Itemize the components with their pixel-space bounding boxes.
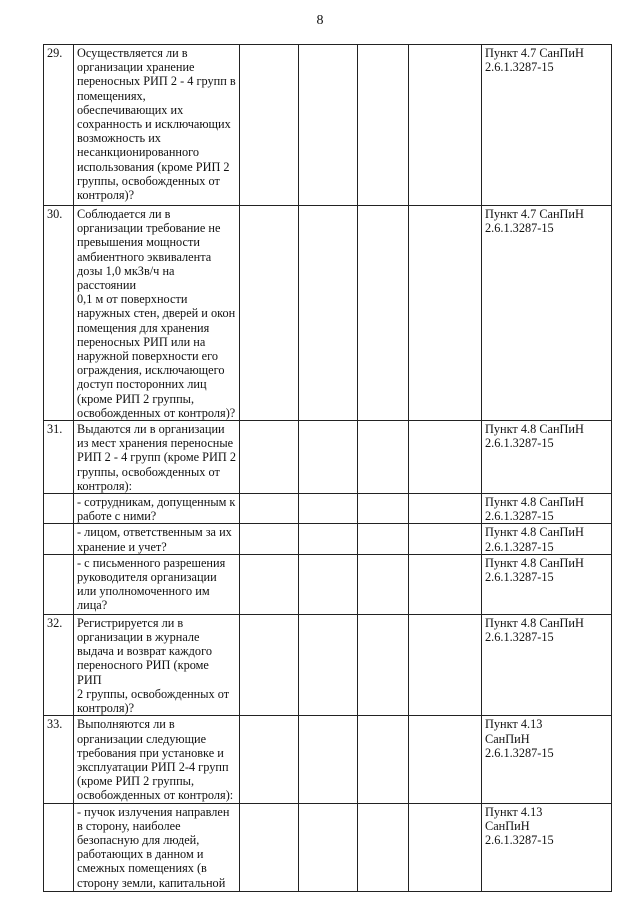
answer-cell[interactable] [409,716,482,803]
answer-cell[interactable] [409,524,482,554]
item-number: 29. [44,45,74,206]
checklist-table [43,44,612,892]
answer-cell[interactable] [240,716,299,803]
table-row [44,803,612,891]
answer-cell[interactable] [409,554,482,614]
answer-cell[interactable] [240,494,299,524]
item-number [44,494,74,524]
answer-cell[interactable] [240,45,299,206]
legal-reference: Пункт 4.8 СанПиН 2.6.1.3287-15 [482,494,612,524]
answer-cell[interactable] [409,45,482,206]
answer-cell[interactable] [358,614,409,715]
item-number: 32. [44,614,74,715]
answer-cell[interactable] [358,803,409,891]
page-number: 8 [316,13,324,28]
answer-cell[interactable] [299,421,358,494]
answer-cell[interactable] [240,803,299,891]
answer-cell[interactable] [299,524,358,554]
legal-reference: Пункт 4.13 СанПиН 2.6.1.3287-15 [482,803,612,891]
answer-cell[interactable] [299,45,358,206]
item-number: 33. [44,716,74,803]
item-number [44,554,74,614]
answer-cell[interactable] [240,421,299,494]
table-row [44,554,612,614]
answer-cell[interactable] [409,206,482,421]
item-number: 30. [44,206,74,421]
answer-cell[interactable] [240,524,299,554]
answer-cell[interactable] [299,554,358,614]
table-row [44,716,612,803]
table-row [44,494,612,524]
table-row [44,524,612,554]
item-number: 31. [44,421,74,494]
answer-cell[interactable] [409,421,482,494]
answer-cell[interactable] [358,421,409,494]
requirement-question: - сотрудникам, допущенным к работе с ними? [74,494,240,524]
item-number [44,803,74,891]
answer-cell[interactable] [409,494,482,524]
answer-cell[interactable] [409,614,482,715]
item-number [44,524,74,554]
legal-reference: Пункт 4.13 СанПиН 2.6.1.3287-15 [482,716,612,803]
legal-reference: Пункт 4.8 СанПиН 2.6.1.3287-15 [482,421,612,494]
requirement-question: Осуществляется ли в организации хранение переносных РИП 2 - 4 групп в помещениях, обеспечивающих их сохранность и исключающих возможность их несанкционированного использования (кроме РИП 2 группы, освобожденных от контроля)? [74,45,240,206]
legal-reference: Пункт 4.8 СанПиН 2.6.1.3287-15 [482,554,612,614]
requirement-question: - с письменного разрешения руководителя организации или уполномоченного им лица? [74,554,240,614]
answer-cell[interactable] [358,494,409,524]
table-row [44,206,612,421]
answer-cell[interactable] [240,554,299,614]
legal-reference: Пункт 4.7 СанПиН 2.6.1.3287-15 [482,206,612,421]
table-row [44,45,612,206]
answer-cell[interactable] [358,206,409,421]
answer-cell[interactable] [240,614,299,715]
answer-cell[interactable] [299,716,358,803]
answer-cell[interactable] [409,803,482,891]
answer-cell[interactable] [299,803,358,891]
table-row [44,421,612,494]
answer-cell[interactable] [358,554,409,614]
answer-cell[interactable] [240,206,299,421]
requirement-question: Выполняются ли в организации следующие требования при установке и эксплуатации РИП 2-4 групп (кроме РИП 2 группы, освобожденных от контроля): [74,716,240,803]
answer-cell[interactable] [299,614,358,715]
answer-cell[interactable] [299,494,358,524]
requirement-question: Выдаются ли в организации из мест хранения переносные РИП 2 - 4 групп (кроме РИП 2 группы, освобожденных от контроля): [74,421,240,494]
answer-cell[interactable] [358,45,409,206]
legal-reference: Пункт 4.8 СанПиН 2.6.1.3287-15 [482,614,612,715]
legal-reference: Пункт 4.7 СанПиН 2.6.1.3287-15 [482,45,612,206]
answer-cell[interactable] [358,716,409,803]
requirement-question: Регистрируется ли в организации в журнале выдача и возврат каждого переносного РИП (кроме РИП 2 группы, освобожденных от контроля)? [74,614,240,715]
requirement-question: - пучок излучения направлен в сторону, наиболее безопасную для людей, работающих в данном и смежных помещениях (в сторону земли, капитальной [74,803,240,891]
answer-cell[interactable] [358,524,409,554]
requirement-question: - лицом, ответственным за их хранение и учет? [74,524,240,554]
table-row [44,614,612,715]
legal-reference: Пункт 4.8 СанПиН 2.6.1.3287-15 [482,524,612,554]
answer-cell[interactable] [299,206,358,421]
requirement-question: Соблюдается ли в организации требование не превышения мощности амбиентного эквивалента дозы 1,0 мкЗв/ч на расстоянии 0,1 м от поверхности наружных стен, дверей и окон помещения для хранения переносных РИП или на наружной поверхности его ограждения, исключающего доступ посторонних лиц (кроме РИП 2 группы, освобожденных от контроля)? [74,206,240,421]
